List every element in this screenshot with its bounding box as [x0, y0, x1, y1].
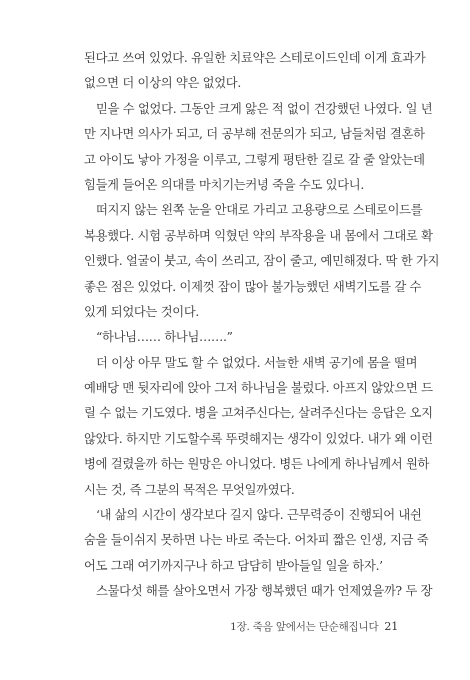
text-line: 병에 걸렸을까 하는 원망은 아니었다. 병든 나에게 하나님께서 원하: [84, 457, 430, 472]
text-line: 고 아이도 낳아 가정을 이루고, 그렇게 평탄한 길로 갈 줄 알았는데: [84, 152, 425, 167]
page-number: 21: [384, 620, 398, 633]
text-line: 스물다섯 해를 살아오면서 가장 행복했던 때가 언제였을까? 두 장: [96, 584, 433, 599]
text-line: 않았다. 하지만 기도할수록 뚜렷해지는 생각이 있었다. 내가 왜 이런: [84, 431, 433, 446]
page-footer: [230, 619, 398, 634]
body-text: [84, 46, 440, 605]
text-line: 믿을 수 없었다. 그동안 크게 앓은 적 없이 건강했던 나였다. 일 년: [96, 101, 433, 116]
text-line: 시는 것, 즉 그분의 목적은 무엇일까였다.: [84, 482, 295, 497]
text-line: 인했다. 얼굴이 붓고, 속이 쓰리고, 잠이 줄고, 예민해졌다. 딱 한 가지: [84, 254, 440, 269]
text-line: 없으면 더 이상의 약은 없었다.: [84, 76, 241, 91]
text-line: 예배당 맨 뒷자리에 앉아 그저 하나님을 불렀다. 아프지 않았으면 드: [84, 381, 433, 396]
text-line: 릴 수 없는 기도였다. 병을 고쳐주신다는, 살려주신다는 응답은 오지: [84, 406, 433, 421]
text-line: 복용했다. 시험 공부하며 익혔던 약의 부작용을 내 몸에서 그대로 확: [84, 228, 433, 243]
chapter-title: 1장. 죽음 앞에서는 단순해집니다: [230, 621, 379, 633]
text-line: 좋은 점은 있었다. 이제껏 잠이 많아 불가능했던 새벽기도를 갈 수: [84, 279, 422, 294]
text-line: 된다고 쓰여 있었다. 유일한 치료약은 스테로이드인데 이게 효과가: [84, 51, 426, 65]
text-line: 있게 되었다는 것이다.: [84, 304, 200, 319]
text-line: 힘들게 들어온 의대를 마치기는커녕 죽을 수도 있다니.: [84, 177, 364, 192]
text-line: 어도 그래 여기까지구나 하고 담담히 받아들일 일을 하자.’: [84, 558, 383, 573]
text-line: 떠지지 않는 왼쪽 눈을 안대로 가리고 고용량으로 스테로이드를: [96, 203, 423, 218]
text-line: 만 지나면 의사가 되고, 더 공부해 전문의가 되고, 남들처럼 결혼하: [84, 127, 425, 142]
text-line: ‘내 삶의 시간이 생각보다 길지 않다. 근무력증이 진행되어 내쉰: [96, 508, 422, 523]
text-line: “하나님…… 하나님…….”: [96, 330, 233, 345]
text-line: 더 이상 아무 말도 할 수 없었다. 서늘한 새벽 공기에 몸을 떨며: [96, 355, 418, 370]
text-line: 숨을 들이쉬지 못하면 나는 바로 죽는다. 어차피 짧은 인생, 지금 죽: [84, 533, 429, 548]
